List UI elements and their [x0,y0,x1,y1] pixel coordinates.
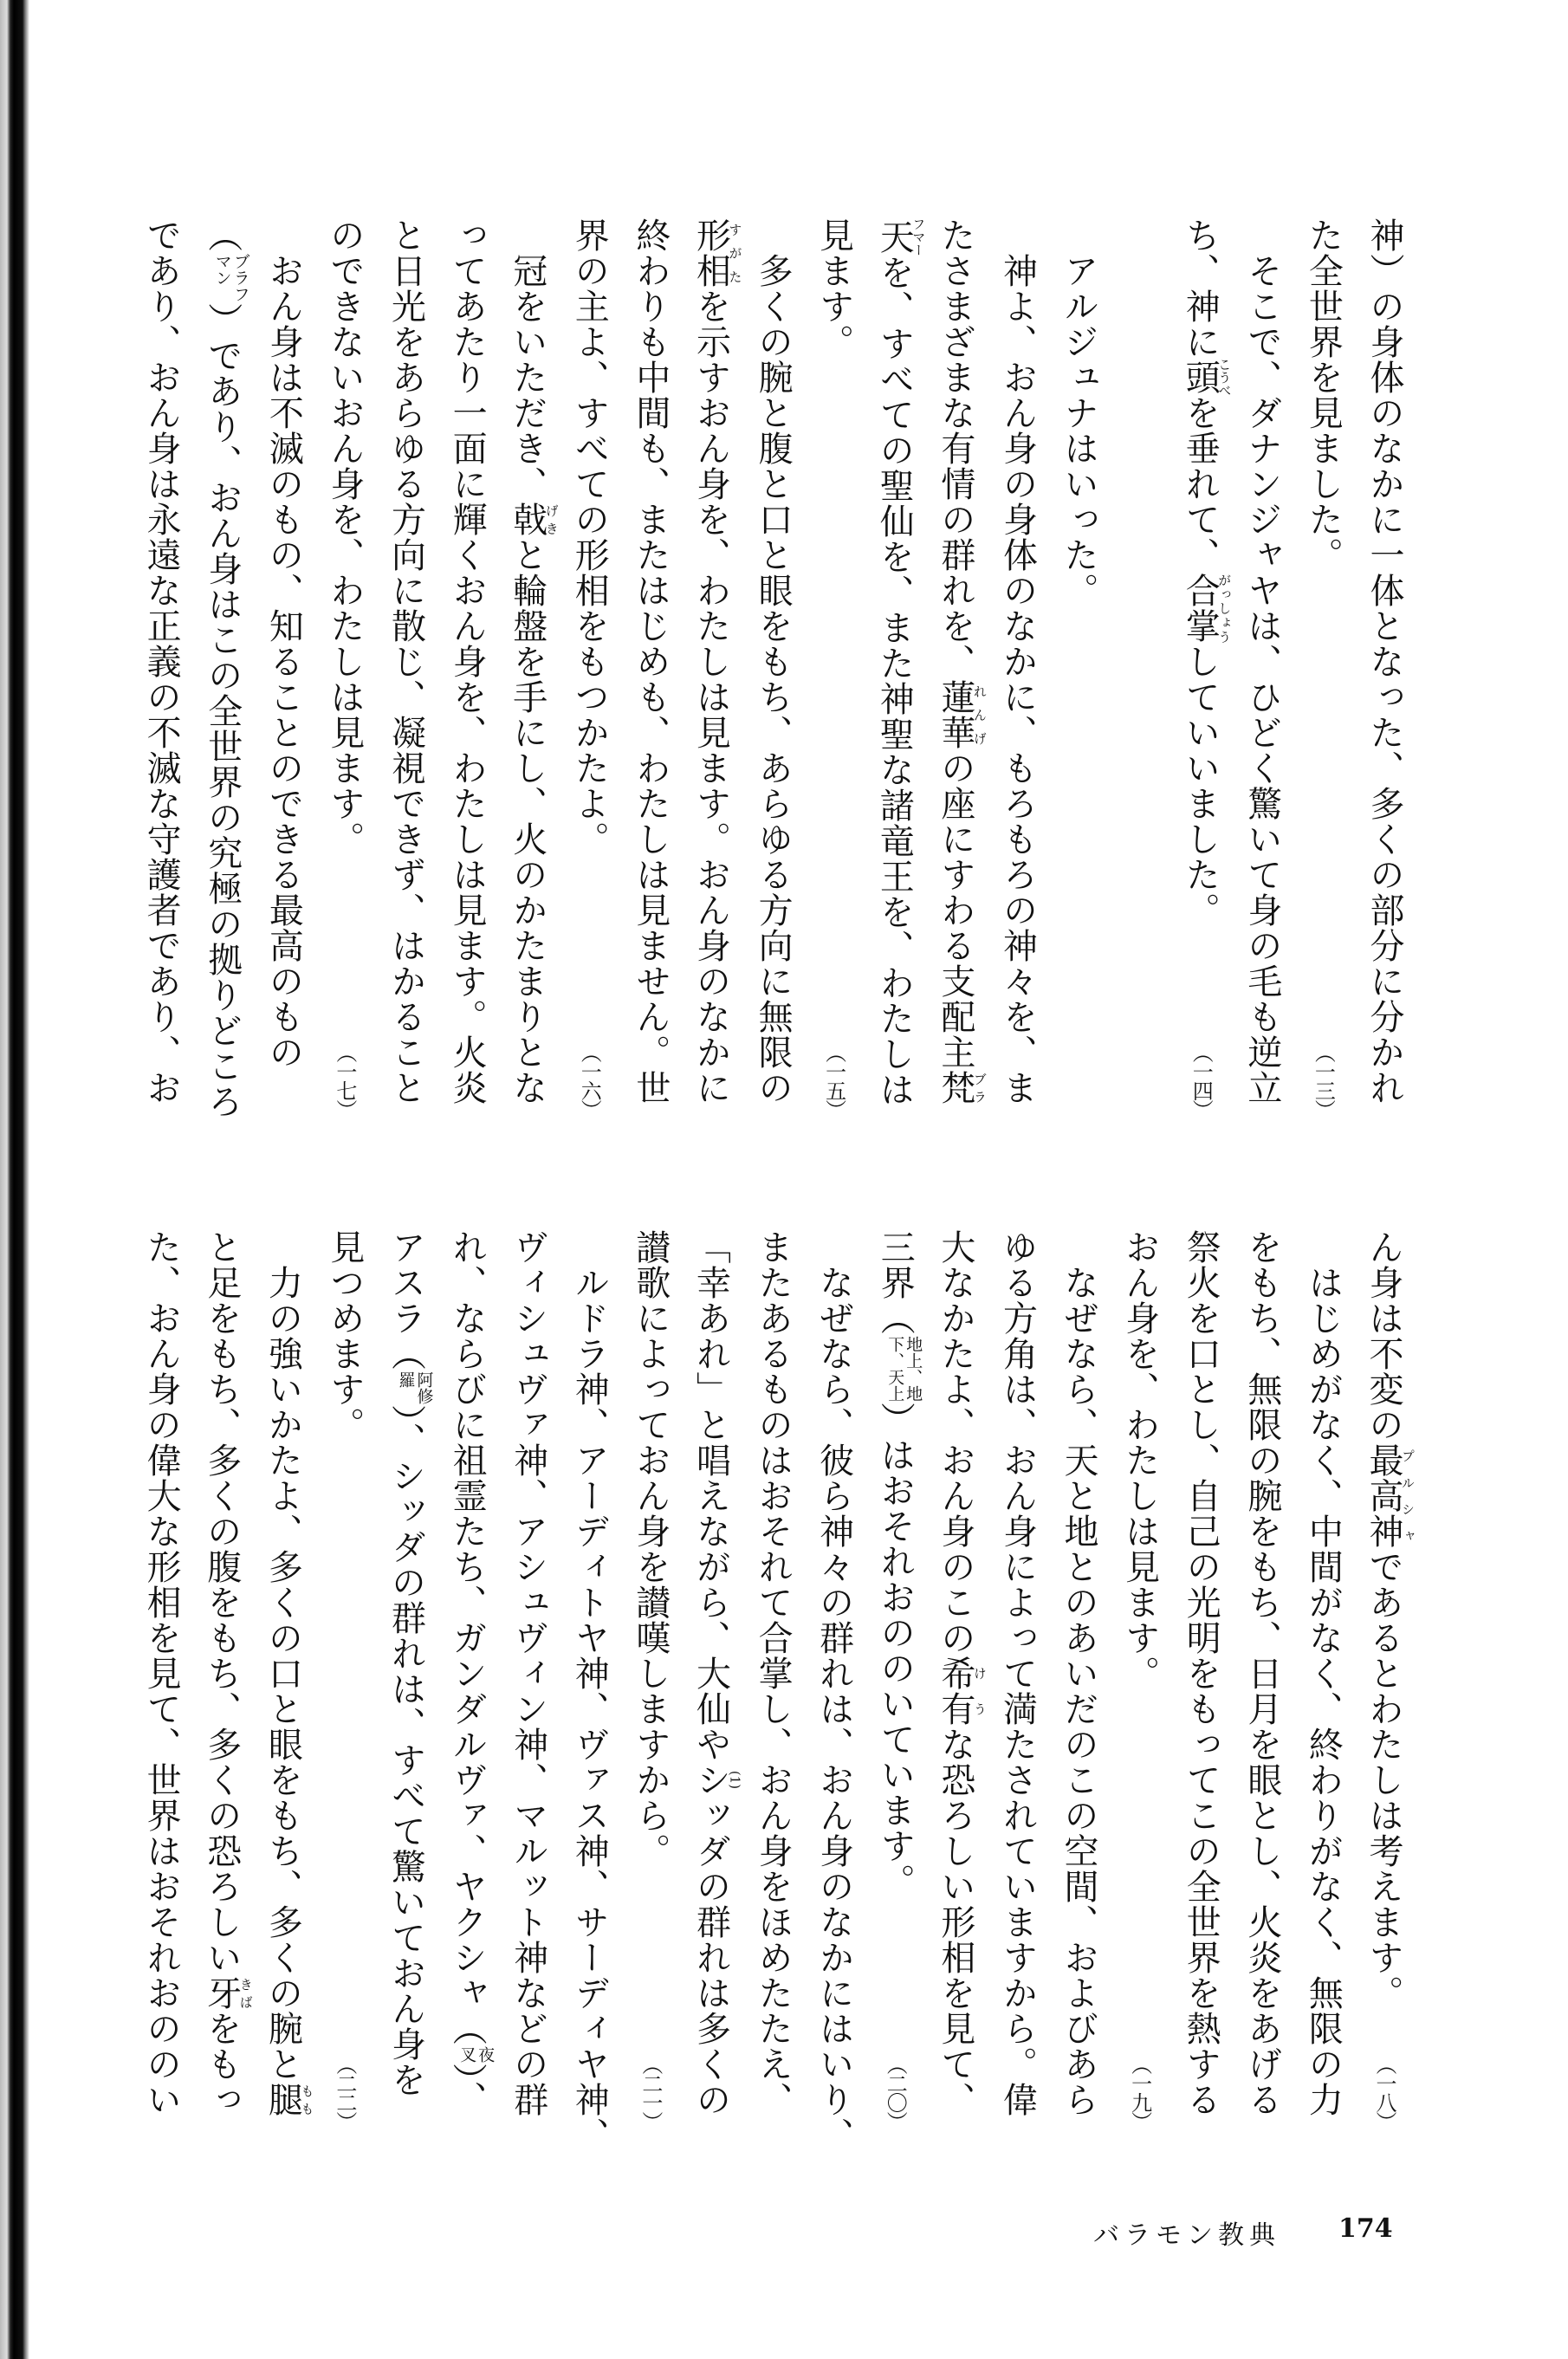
text-column [131,1229,192,2130]
text-column [619,1229,681,2130]
text-run: おん身を、わたしは見ます。 [1119,1229,1160,1691]
ruby-reading: こうべ [1216,358,1233,397]
ruby-base: 頭 [1180,358,1221,397]
text-column [1231,1229,1293,2130]
text-column [925,217,987,1118]
text-run: ）はおそれおののいています。 [875,1402,916,1899]
text-run: 神よ、おん身の身体のなかに、もろもろの神々を、ま [997,217,1038,1105]
text-column [742,217,803,1118]
verse-number: （一七） [332,1042,357,1118]
text-run: ゆる方角は、おん身によって満たされていますから。偉 [997,1229,1038,2117]
text-column [1170,217,1232,1118]
verse-number: （一八） [1372,2054,1396,2130]
text-column [437,217,498,1118]
text-column [253,1229,314,2130]
text-run: そこで、ダナンジャヤは、ひどく驚いて身の毛も逆立 [1241,217,1282,1105]
ruby-base: 梵 [935,1070,975,1105]
text-run: ）、 [447,2063,488,2116]
ruby-reading: (1) [727,1762,743,1798]
text-run: であり、おん身は永遠な正義の不滅な守護者であり、お [141,217,182,1105]
ruby-base: 腿 [262,2082,303,2117]
ruby-annotated-word [507,502,560,537]
text-column [253,217,314,1118]
text-column [925,1229,987,2130]
text-column [497,1229,559,2130]
text-column [681,1229,742,2130]
ruby-reading: プルシャ [1400,1442,1416,1549]
text-column [314,1229,375,2130]
text-run: であるとわたしは考えます。 [1364,1549,1403,2011]
ruby-base: 戟 [507,502,548,537]
text-run: のできないおん身を、わたしは見ます。 [324,217,365,857]
annotation-line: 地上、地 [904,1336,923,1402]
ruby-base: 形相 [690,217,731,288]
verse-number: （一五） [821,1042,846,1118]
ruby-base: 希有 [935,1656,975,1727]
ruby-reading: ブラ [971,1070,988,1105]
text-run: た全世界を見ました。 [1303,217,1344,573]
text-run: 祭火を口とし、自己の光明をもってこの全世界を熱する [1181,1229,1221,2117]
page-number: 174 [1338,2213,1393,2244]
ruby-annotated-word [262,2082,315,2117]
text-column [1170,1229,1232,2130]
text-run: をもち、無限の腕をもち、日月を眼とし、火炎をあげる [1241,1229,1282,2117]
ruby-base: 蓮華 [935,679,975,750]
text-column [803,217,865,1118]
ruby-reading: れんげ [971,679,988,750]
text-run: 大なかたよ、おん身のこの [935,1229,975,1656]
text-run: アスラ（ [386,1229,426,1371]
ruby-annotated-word [1180,573,1233,644]
text-run: ）、シッダの群れは、すべて驚いておん身を [386,1404,426,2097]
ruby-base: シ [690,1762,731,1798]
footnote-marker [690,1762,743,1798]
ruby-reading: すがた [727,217,743,288]
text-run: と足をもち、多くの腹をもち、多くの恐ろしい [201,1229,242,1975]
text-column [559,217,620,1118]
text-run: 見つめます。 [324,1229,365,1442]
ruby-base: 天 [874,217,915,256]
text-column [987,1229,1048,2130]
text-column [1047,217,1109,1118]
text-run: ）であり、おん身はこの全世界の究極の拠りどころ [202,302,243,1119]
verse-number: （二一） [638,2054,663,2130]
text-run: なぜなら、彼ら神々の群れは、おん身のなかにはいり、 [813,1229,854,2153]
text-column [1109,1229,1170,2130]
verse-number: （二二） [332,2054,357,2130]
text-column [314,217,375,1118]
ruby-annotated-word [1364,1442,1416,1549]
text-run: ん身は不変の [1364,1229,1403,1442]
text-column [559,1229,620,2153]
ruby-annotated-word [935,1656,988,1727]
text-run: たさまざまな有情の群れを、 [935,217,975,679]
verse-number: （一九） [1127,2054,1152,2130]
ruby-reading: フマー [910,217,927,256]
annotation-line: 下、天上 [885,1336,905,1402]
inline-annotation [397,1371,433,1404]
text-column [865,1229,926,2130]
verse-number: （一六） [577,1042,602,1118]
text-column [375,217,437,1118]
ruby-reading: けう [971,1656,988,1727]
text-run: （ [202,217,243,253]
ruby-annotated-word [201,1975,254,2011]
annotation-line: マン [212,253,232,286]
text-column [987,217,1048,1118]
text-run: またあるものはおそれて合掌し、おん身をほめたたえ、 [753,1229,794,2117]
text-run: 冠をいただき、 [507,217,548,502]
text-run: おん身は不滅のもの、知ることのできる最高のもの [263,217,304,1070]
annotation-line: 夜 [476,2046,496,2063]
annotation-line: 叉 [457,2046,477,2063]
text-run: ってあたり一面に輝くおん身を、わたしは見ます。火炎 [447,217,488,1105]
text-column [1109,217,1170,1118]
ruby-annotated-word [935,1070,988,1105]
text-column [1231,217,1293,1118]
verse-number: （一三） [1311,1042,1336,1118]
text-column [497,217,559,1118]
text-run: なぜなら、天と地とのあいだのこの空間、およびあら [1059,1229,1099,2117]
ruby-annotated-word [935,679,988,750]
text-column [131,217,192,1118]
text-run: と輪盤を手にし、火のかたまりとな [507,537,548,1105]
ruby-annotated-word [1180,358,1233,397]
verse-number: （一四） [1189,1042,1214,1118]
text-column [619,217,681,1118]
ruby-base: 牙 [201,1975,242,2011]
verse-number: （二〇） [883,2054,908,2130]
text-run: れ、ならびに祖霊たち、ガンダルヴァ、ヤクシャ（ [447,1229,488,2046]
text-column [191,1229,253,2130]
ruby-reading: がっしょう [1216,573,1233,644]
text-run: を、すべての聖仙を、また神聖な諸竜王を、わたしは [874,255,915,1107]
text-run: 多くの腕と腹と口と眼をもち、あらゆる方向に無限の [753,217,794,1105]
annotation-line: ブラフ [230,253,250,302]
ruby-annotated-word [874,217,927,256]
text-column [681,217,742,1118]
text-run: と日光をあらゆる方向に散じ、凝視できず、はかること [386,217,426,1105]
text-run: な恐ろしい形相を見て、 [935,1727,975,2117]
text-run: 終わりも中間も、またはじめも、わたしは見ません。世 [630,217,671,1105]
text-run: アルジュナはいった。 [1059,217,1099,608]
text-run: た、おん身の偉大な形相を見て、世界はおそれおののい [141,1229,182,2117]
annotation-line: 阿修 [414,1371,434,1404]
text-column [375,1229,437,2130]
text-run: ルドラ神、アーディトヤ神、ヴァス神、サーディヤ神、 [569,1229,610,2153]
text-column [803,1229,865,2153]
text-column [1293,217,1354,1118]
text-column [742,1229,803,2130]
text-run: 見ます。 [813,217,854,360]
text-run: 界の主よ、すべての形相をもつかたよ。 [569,217,610,857]
inline-annotation [457,2046,494,2063]
ruby-reading: もも [299,2082,315,2117]
text-run: ヴィシュヴァ神、アシュヴィン神、マルット神などの群 [508,1229,548,2117]
text-column [1353,1229,1415,2130]
text-run: ち、神に [1180,217,1221,360]
text-run: を垂れて、 [1180,395,1221,573]
ruby-base: 最高神 [1364,1442,1403,1549]
ruby-base: 合掌 [1180,573,1221,644]
text-run: を示すおん身を、わたしは見ます。おん身のなかに [690,288,731,1105]
running-title: バラモン教典 [1093,2220,1280,2251]
text-run: 「幸あれ」と唱えながら、大仙や [690,1229,731,1762]
text-run: 神）の身体のなかに一体となった、多くの部分に分かれ [1364,217,1404,1105]
text-column [865,217,926,1118]
text-run: ッダの群れは多くの [690,1798,731,2117]
inline-annotation [885,1336,922,1402]
ruby-reading: げき [543,502,560,537]
upper-text-block [130,217,1415,1118]
lower-text-block [130,1229,1416,2153]
text-column [1293,1229,1354,2130]
text-column [1353,217,1415,1118]
annotation-line: 羅 [396,1371,416,1388]
inline-annotation [213,253,249,302]
text-column [1047,1229,1109,2130]
text-run: はじめがなく、中間がなく、終わりがなく、無限の力 [1303,1229,1344,2117]
ruby-annotated-word [690,217,743,288]
ruby-reading: きば [237,1975,254,2011]
scan-edge-shadow [0,0,29,2359]
text-run: 讃歌によっておん身を讃嘆しますから。 [630,1229,671,1869]
text-run: していいました。 [1180,644,1221,928]
text-column [437,1229,498,2130]
text-column [191,217,253,1118]
text-run: 三界（ [875,1229,916,1336]
text-run: をもっ [201,2011,242,2117]
text-run: 力の強いかたよ、多くの口と眼をもち、多くの腕と [262,1229,303,2082]
text-run: の座にすわる支配主 [935,750,975,1070]
